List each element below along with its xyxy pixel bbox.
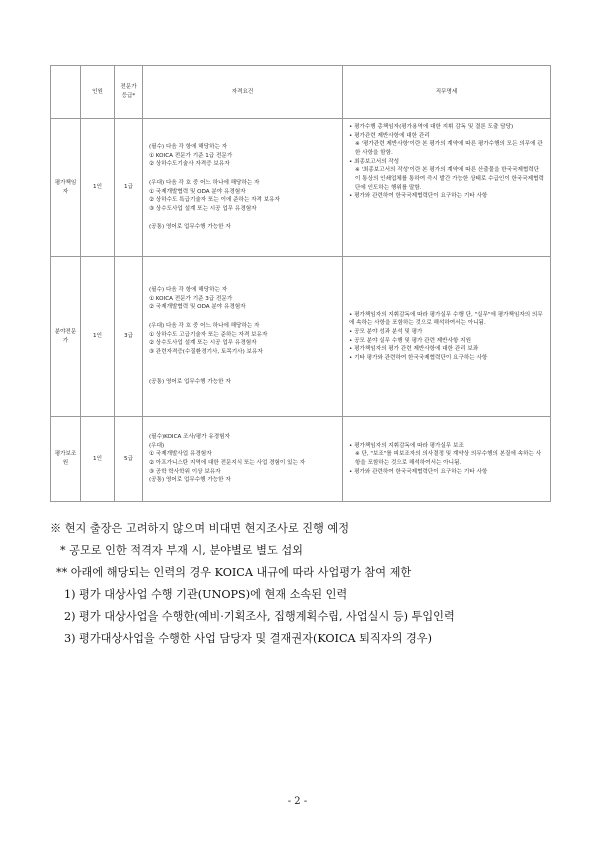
count-cell: 1인: [81, 417, 115, 502]
duty-line: • 공모 분야 실무 수행 및 평가 관련 제반사항 지원: [349, 337, 471, 344]
note-line: 3) 평가대상사업을 수행한 사업 담당자 및 결재권자(KOICA 퇴직자의 경우): [64, 632, 432, 645]
note-line: 1) 평가 대상사업 수행 기관(UNOPS)에 현재 소속된 인력: [64, 588, 348, 601]
duty-line: ※ 단, "보조"를 피보조자의 의사결정 및 계약상 의무수행의 본질에 속하는 사항을 포함하는 것으로 해석하여서는 아니됨.: [355, 451, 542, 466]
duty-line: • 평가책임자의 평가 관련 제반사항에 대한 관리 보좌: [349, 346, 479, 353]
page-number: - 2 -: [287, 796, 308, 807]
count-cell: 1인: [81, 257, 115, 417]
personnel-requirements-table: [50, 65, 551, 502]
requirement-line: ② 상하수도기술사 자격증 보유자: [149, 161, 230, 168]
requirement-line: (우대) 다음 각 호 중 어느 하나에 해당하는 자: [149, 179, 260, 186]
grade-cell: 5급: [115, 417, 143, 502]
requirement-line: ① 국제개발사업 유경험자: [149, 451, 212, 458]
duty-line: • 평가책임자의 지휘감독에 따라 평가실무 보조: [349, 442, 464, 449]
table-header-row: [51, 66, 551, 119]
table-row: [51, 119, 551, 257]
requirement-line: ② 상수도사업 설계 또는 시공 업무 유경험자: [149, 340, 257, 347]
requirement-line: ② 상하수도 특급기술자 또는 이에 준하는 자격 보유자: [149, 197, 280, 204]
requirement-line: (우대) 다음 각 호 중 어느 하나에 해당하는 자: [149, 322, 260, 329]
requirement-line: ② 아프가니스탄 지역에 대한 전문지식 또는 사업 경험이 있는 자: [149, 460, 306, 466]
role-cell: 평가보조원: [51, 417, 81, 502]
requirement-line: (필수) 다음 각 항에 해당하는 자: [149, 143, 228, 150]
requirements-cell: [143, 417, 343, 502]
requirement-line: ① KOICA 전문가 기준 3급 전문가: [149, 295, 233, 302]
requirement-line: (필수)KOICA 조사/평가 유경험자: [149, 434, 230, 441]
duties-cell: [343, 417, 551, 502]
duties-cell: [343, 257, 551, 417]
table-row: [51, 257, 551, 417]
note-line: * 공모로 인한 적격자 부재 시, 분야별로 별도 섭외: [60, 544, 303, 557]
requirement-line: (공통) 영어로 업무수행 가능한 자: [149, 379, 231, 386]
duty-line: • 최종보고서의 작성: [349, 158, 400, 165]
requirements-cell: [143, 119, 343, 257]
duty-line: • 평가관련 제반사항에 대한 관리: [349, 132, 430, 139]
requirement-line: ③ 관련자격증(수질환경기사, 토목기사) 보유자: [149, 348, 263, 355]
duties-cell: [343, 119, 551, 257]
duty-line: • 평가수행 총책임자(평가용역에 대한 지휘 감독 및 결론 도출 담당): [349, 124, 514, 130]
duty-line: • 평가와 관련하여 한국국제협력단이 요구하는 기타 사항: [349, 468, 488, 475]
grade-cell: 3급: [115, 257, 143, 417]
table-row: [51, 417, 551, 502]
header-cell-duties: 직무명세: [343, 66, 551, 119]
duty-line: ※ '최종보고서의 작성'이란 본 평가의 계약에 따른 산출물을 한국국제협력단이 통상의 인쇄업체를 통하여 즉시 발간 가능한 상태로 수급인이 한국국제협력단에 인도하는 행위를 말함.: [355, 167, 544, 191]
header-cell-grade: 전문가 등급*: [115, 66, 143, 119]
requirement-line: ① 상하수도 고급기술자 또는 준하는 자격 보유자: [149, 331, 268, 338]
requirement-line: (우대): [149, 442, 165, 449]
note-line: ** 아래에 해당되는 인력의 경우 KOICA 내규에 따라 사업평가 참여 제한: [56, 566, 412, 579]
header-cell-requirements: 자격요건: [143, 66, 343, 119]
notes-section: [50, 518, 555, 650]
role-cell: 평가책임자: [51, 119, 81, 257]
note-line: 2) 평가 대상사업을 수행한(예비·기획조사, 집행계획수립, 사업실시 등) 투입인력: [64, 610, 455, 623]
requirement-line: ③ 공학 학사학위 이상 보유자: [149, 468, 221, 475]
requirement-line: (필수) 다음 각 항에 해당하는 자: [149, 286, 228, 293]
duty-line: • 공모 분야 성과 분석 및 평가: [349, 328, 423, 335]
header-cell-count: 인원: [81, 66, 115, 119]
grade-cell: 1급: [115, 119, 143, 257]
requirements-cell: [143, 257, 343, 417]
requirement-line: ③ 상수도사업 설계 또는 시공 업무 유경험자: [149, 205, 257, 212]
duty-line: • 평가책임자의 지휘감독에 따라 평가실무 수행 단, "실무"에 평가책임자의 의무에 속하는 사항을 포함하는 것으로 해석하여서는 아니됨.: [349, 311, 543, 327]
duty-line: • 평가와 관련하여 한국국제협력단이 요구하는 기타 사항: [349, 193, 488, 200]
role-cell: 분야전문가: [51, 257, 81, 417]
requirement-line: ① 국제개발협력 및 ODA 분야 유경험자: [149, 188, 246, 195]
requirement-line: (공통) 영어로 업무수행 가능한 자: [149, 224, 231, 231]
count-cell: 1인: [81, 119, 115, 257]
note-line: ※ 현지 출장은 고려하지 않으며 비대면 현지조사로 진행 예정: [50, 522, 350, 535]
requirement-line: ① KOICA 전문가 기준 1급 전문가: [149, 152, 233, 159]
header-cell-blank: [51, 66, 81, 119]
requirement-line: (공통) 영어로 업무수행 가능한 자: [149, 477, 231, 484]
duty-line: • 기타 평가와 관련하여 한국국제협력단이 요구하는 사항: [349, 354, 488, 361]
duty-line: ※ '평가관련 제반사항'이란 본 평가의 계약에 따른 평가수행의 모든 의무에 관한 사항을 함함.: [355, 141, 543, 156]
requirement-line: ② 국제개발협력 및 ODA 분야 유경험자: [149, 304, 246, 311]
